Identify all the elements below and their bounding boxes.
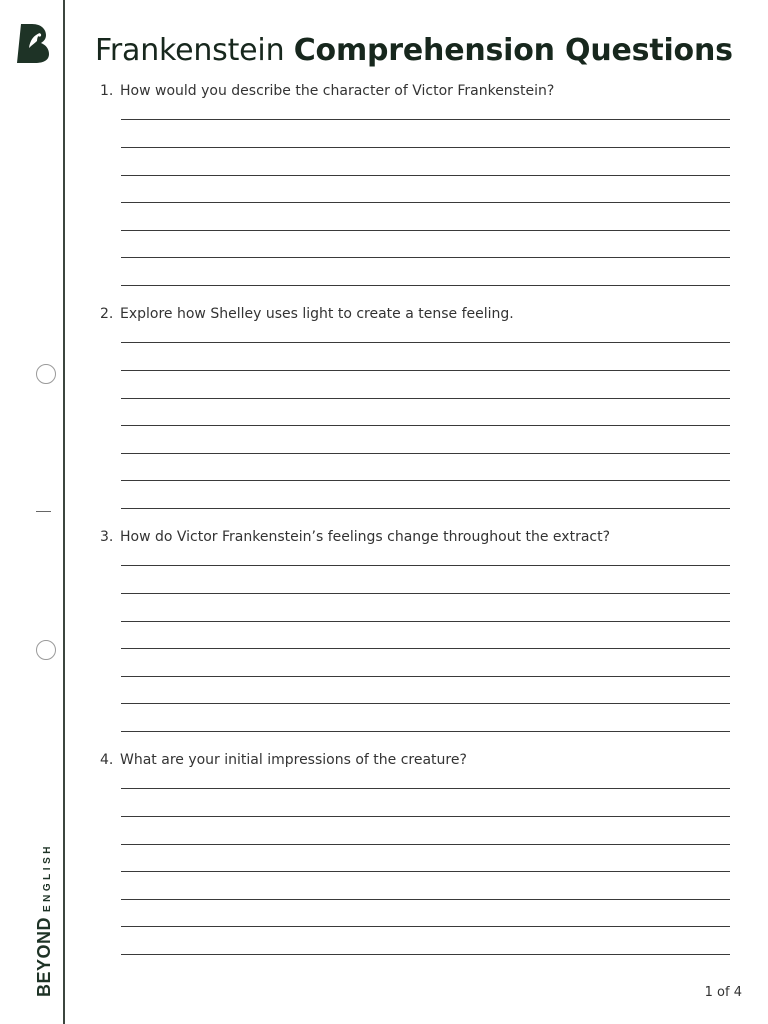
punch-hole xyxy=(36,364,56,384)
answer-line[interactable] xyxy=(121,816,730,817)
answer-line[interactable] xyxy=(121,370,730,371)
brand-subname: ENGLISH xyxy=(42,843,53,912)
answer-line[interactable] xyxy=(121,844,730,845)
question-number: 4. xyxy=(100,752,114,768)
answer-line[interactable] xyxy=(121,731,730,732)
answer-line[interactable] xyxy=(121,648,730,649)
question-block xyxy=(100,304,740,324)
title-regular: Frankenstein xyxy=(95,33,285,68)
answer-line[interactable] xyxy=(121,175,730,176)
answer-line[interactable] xyxy=(121,119,730,120)
question-number: 3. xyxy=(100,529,114,545)
question-label: What are your initial impressions of the creature? xyxy=(120,752,467,768)
question-number: 2. xyxy=(100,306,114,322)
answer-line[interactable] xyxy=(121,342,730,343)
answer-line[interactable] xyxy=(121,147,730,148)
answer-line[interactable] xyxy=(121,453,730,454)
question-block xyxy=(100,750,740,770)
answer-line[interactable] xyxy=(121,788,730,789)
beyond-logo-icon xyxy=(16,22,50,64)
answer-line[interactable] xyxy=(121,926,730,927)
brand-name: BEYOND xyxy=(34,916,54,997)
answer-line[interactable] xyxy=(121,425,730,426)
page-number: 1 of 4 xyxy=(704,985,742,1000)
answer-line[interactable] xyxy=(121,398,730,399)
answer-line[interactable] xyxy=(121,676,730,677)
question-number: 1. xyxy=(100,83,114,99)
answer-line[interactable] xyxy=(121,565,730,566)
question-text xyxy=(100,527,740,547)
question-text xyxy=(100,750,740,770)
answer-line[interactable] xyxy=(121,285,730,286)
answer-line[interactable] xyxy=(121,954,730,955)
answer-line[interactable] xyxy=(121,593,730,594)
answer-line[interactable] xyxy=(121,508,730,509)
answer-line[interactable] xyxy=(121,621,730,622)
page-title xyxy=(95,33,733,68)
question-label: How do Victor Frankenstein’s feelings change throughout the extract? xyxy=(120,529,611,545)
question-block xyxy=(100,81,740,101)
question-text xyxy=(100,81,740,101)
punch-hole xyxy=(36,640,56,660)
answer-line[interactable] xyxy=(121,480,730,481)
question-block xyxy=(100,527,740,547)
answer-line[interactable] xyxy=(121,703,730,704)
title-bold: Comprehension Questions xyxy=(293,33,733,68)
answer-line[interactable] xyxy=(121,899,730,900)
margin-rule xyxy=(63,0,65,1024)
question-label: How would you describe the character of Victor Frankenstein? xyxy=(120,83,555,99)
answer-line[interactable] xyxy=(121,230,730,231)
question-label: Explore how Shelley uses light to create a tense feeling. xyxy=(120,306,514,322)
answer-line[interactable] xyxy=(121,202,730,203)
brand-wordmark xyxy=(34,843,55,997)
answer-line[interactable] xyxy=(121,257,730,258)
center-mark xyxy=(36,511,51,512)
answer-line[interactable] xyxy=(121,871,730,872)
question-text xyxy=(100,304,740,324)
